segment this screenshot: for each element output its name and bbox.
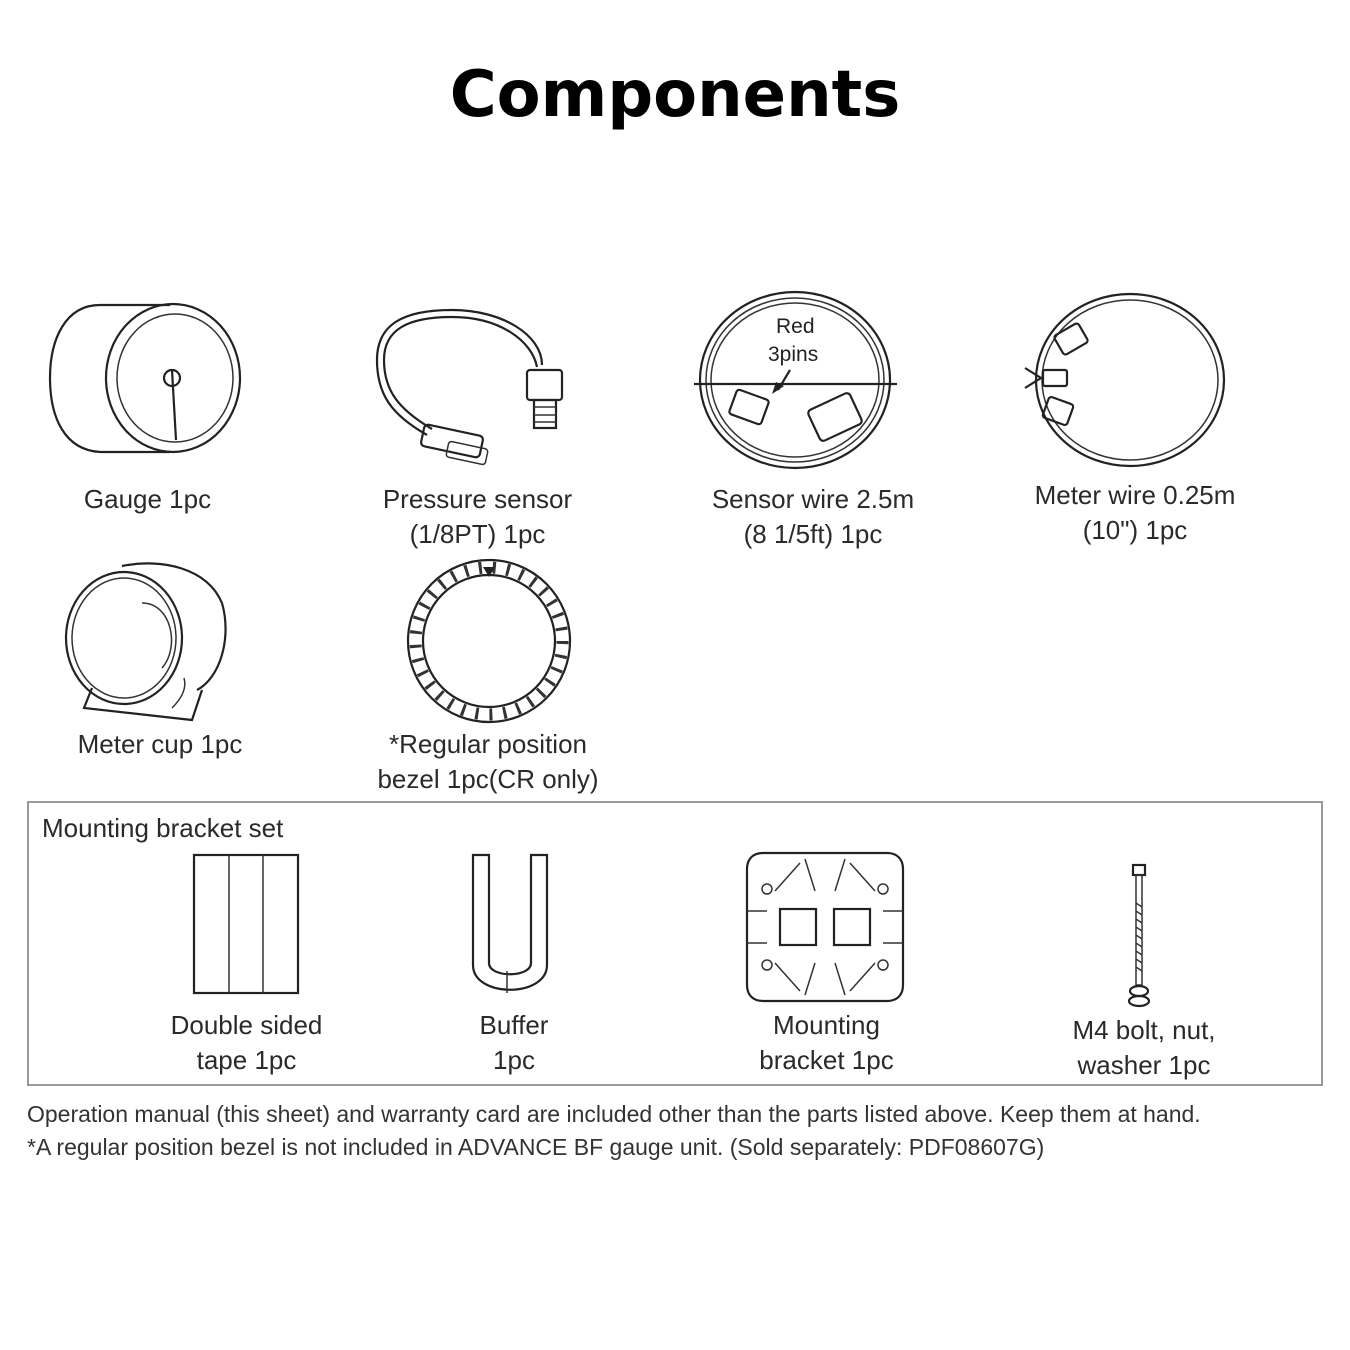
meter-wire-caption: Meter wire 0.25m (10") 1pc [1034, 480, 1236, 545]
sensor-wire-caption: Sensor wire 2.5m (8 1/5ft) 1pc [711, 484, 915, 549]
sensor-wire-icon [692, 288, 902, 478]
mounting-bracket-icon [745, 851, 905, 1003]
buffer-caption: Buffer 1pc [479, 1010, 549, 1075]
meter-cup-icon [62, 558, 232, 728]
mounting-bracket-set-title: Mounting bracket set [42, 813, 284, 843]
bolt-nut-washer-icon [1127, 863, 1151, 1013]
gauge-icon [45, 300, 245, 460]
double-sided-tape-caption: Double sided tape 1pc [170, 1010, 323, 1075]
bezel-icon [403, 555, 575, 727]
note-bezel: *A regular position bezel is not included in ADVANCE BF gauge unit. (Sold separately: PDF08607G) [27, 1134, 1045, 1160]
sensor-wire-annotation-red: Red [776, 315, 815, 338]
bolt-nut-washer-caption: M4 bolt, nut, washer 1pc [1072, 1015, 1216, 1080]
sensor-wire-annotation-pins: 3pins [768, 343, 819, 366]
mounting-bracket-caption: Mounting bracket 1pc [759, 1010, 894, 1075]
note-manual: Operation manual (this sheet) and warranty card are included other than the parts listed above. Keep them at hand. [27, 1101, 1201, 1127]
bezel-caption: *Regular position bezel 1pc(CR only) [377, 729, 599, 794]
buffer-icon [471, 853, 551, 998]
mounting-bracket-set-panel [27, 801, 1323, 1086]
page-title: Components [449, 58, 901, 132]
double-sided-tape-icon [192, 853, 302, 998]
gauge-caption: Gauge 1pc [83, 484, 212, 514]
pressure-sensor-caption: Pressure sensor (1/8PT) 1pc [382, 484, 573, 549]
meter-wire-icon [1015, 288, 1230, 473]
meter-cup-caption: Meter cup 1pc [77, 729, 243, 759]
pressure-sensor-icon [372, 305, 582, 470]
